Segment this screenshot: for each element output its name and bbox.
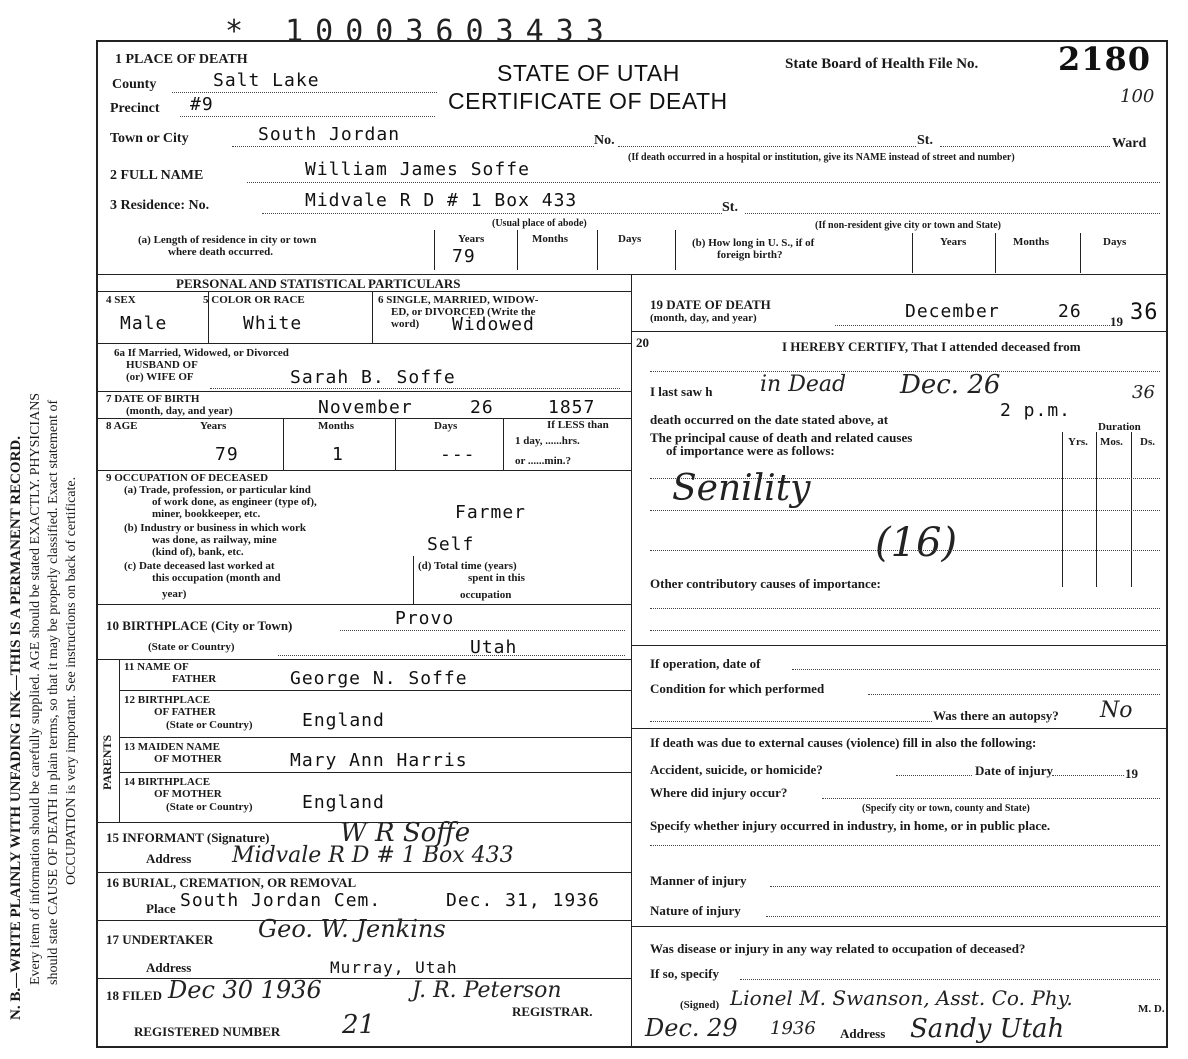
occupation-value: Farmer: [455, 502, 527, 523]
res-years-header: Years: [458, 233, 485, 245]
age-less-b: 1 day, ......hrs.: [515, 435, 580, 447]
age-days-value: ---: [440, 444, 476, 465]
physician-signature: Lionel M. Swanson, Asst. Co. Phy.: [730, 986, 1073, 1010]
birthplace-label: 10 BIRTHPLACE (City or Town): [106, 618, 293, 633]
occ-c-2: this occupation (month and: [152, 572, 281, 584]
city-value: South Jordan: [258, 124, 401, 145]
undertaker-address-label: Address: [146, 960, 192, 975]
father-label-b: FATHER: [172, 673, 217, 685]
marital-label-c: word): [391, 318, 420, 330]
certify-text: I HEREBY CERTIFY, That I attended deceased from: [782, 339, 1081, 354]
death-date-label-a: 19 DATE OF DEATH: [650, 297, 771, 312]
hospital-note: (If death occurred in a hospital or institution, give its NAME instead of street and number): [628, 152, 1015, 163]
residence-label: 3 Residence: No.: [110, 198, 210, 213]
res-years-value: 79: [452, 246, 476, 267]
cause-label-a: The principal cause of death and related causes: [650, 430, 913, 445]
death-day: 26: [1058, 301, 1082, 322]
state-title: STATE OF UTAH: [497, 60, 680, 86]
mother-value: Mary Ann Harris: [290, 750, 468, 771]
registrar-label: REGISTRAR.: [512, 1004, 593, 1019]
father-bp-label-a: 12 BIRTHPLACE: [124, 694, 211, 706]
spouse-label-a: 6a If Married, Widowed, or Divorced: [114, 347, 289, 359]
md-label: M. D.: [1138, 1003, 1165, 1015]
dob-month: November: [318, 397, 413, 418]
cause-label-b: of importance were as follows:: [666, 443, 835, 458]
burial-date: Dec. 31, 1936: [446, 890, 600, 911]
last-saw-label: I last saw h: [650, 384, 713, 399]
sign-year: 1936: [770, 1018, 816, 1039]
if-so-label: If so, specify: [650, 966, 719, 981]
nature-label: Nature of injury: [650, 903, 741, 918]
where-injury-label: Where did injury occur?: [650, 785, 788, 800]
color-label: 5 COLOR OR RACE: [203, 294, 305, 306]
injury-date-label: Date of injury: [975, 763, 1053, 778]
spouse-label-b: HUSBAND OF: [126, 359, 198, 371]
condition-label: Condition for which performed: [650, 681, 825, 696]
mother-bp-label-a: 14 BIRTHPLACE: [124, 776, 211, 788]
accident-label: Accident, suicide, or homicide?: [650, 762, 823, 777]
file-no-sub: 100: [1120, 86, 1155, 107]
mother-label-a: 13 MAIDEN NAME: [124, 741, 220, 753]
parents-label: PARENTS: [100, 734, 114, 790]
age-days-header: Days: [434, 420, 458, 432]
undertaker-label: 17 UNDERTAKER: [106, 932, 214, 947]
dob-label-b: (month, day, and year): [126, 405, 233, 417]
father-value: George N. Soffe: [290, 668, 468, 689]
dob-year: 1857: [548, 397, 596, 418]
yrs-header: Yrs.: [1068, 436, 1088, 448]
age-years-value: 79: [215, 444, 239, 465]
city-label: Town or City: [110, 131, 189, 146]
personal-heading: PERSONAL AND STATISTICAL PARTICULARS: [176, 276, 461, 291]
file-no-label: State Board of Health File No.: [785, 56, 979, 72]
res-days-header: Days: [618, 233, 642, 245]
injury-year-label: 19: [1125, 766, 1138, 781]
burial-label: 16 BURIAL, CREMATION, OR REMOVAL: [106, 875, 357, 890]
marital-label-a: 6 SINGLE, MARRIED, WIDOW-: [378, 294, 539, 306]
operation-label: If operation, date of: [650, 656, 761, 671]
usual-abode-note: (Usual place of abode): [492, 218, 587, 229]
mother-birthplace: England: [302, 792, 385, 813]
occ-d-1: (d) Total time (years): [418, 560, 517, 572]
registrar-signature: J. R. Peterson: [412, 978, 562, 1003]
sidebar-instruction-4: OCCUPATION is very important. See instructions on back of certificate.: [64, 476, 79, 885]
occ-b-1: (b) Industry or business in which work: [124, 522, 306, 534]
dob-day: 26: [470, 397, 494, 418]
occ-b-2: was done, as railway, mine: [152, 534, 277, 546]
marital-label-b: ED, or DIVORCED (Write the: [391, 306, 536, 318]
occ-d-2: spent in this: [468, 572, 525, 584]
color-value: White: [243, 313, 303, 334]
age-less-a: If LESS than: [547, 419, 609, 431]
death-date-label-b: (month, day, and year): [650, 312, 757, 324]
residence-length-label-a: (a) Length of residence in city or town: [138, 234, 317, 246]
age-years-header: Years: [200, 420, 227, 432]
duration-header: Duration: [1098, 421, 1141, 433]
age-label: 8 AGE: [106, 420, 138, 432]
res-months-header: Months: [532, 233, 569, 245]
county-value: Salt Lake: [213, 70, 320, 91]
cause-of-death: Senility: [672, 468, 811, 509]
street-label: St.: [917, 133, 933, 148]
last-saw-hand: in Dead: [760, 372, 847, 397]
mother-label-b: OF MOTHER: [154, 753, 222, 765]
file-no-value: 2180: [1058, 40, 1152, 78]
county-label: County: [112, 77, 157, 92]
father-bp-label-c: (State or Country): [166, 719, 253, 731]
burial-place: South Jordan Cem.: [180, 890, 382, 911]
foreign-days-header: Days: [1103, 236, 1127, 248]
informant-address: Midvale R D # 1 Box 433: [232, 843, 514, 868]
foreign-years-header: Years: [940, 236, 967, 248]
occ-d-3: occupation: [460, 589, 512, 601]
nonresident-note: (If non-resident give city or town and State): [815, 220, 1002, 231]
birthplace-state-label: (State or Country): [148, 641, 235, 653]
residence-value: Midvale R D # 1 Box 433: [305, 190, 578, 211]
occ-a-1: (a) Trade, profession, or particular kind: [124, 484, 311, 496]
spouse-label-c: (or) WIFE OF: [126, 371, 194, 383]
foreign-months-header: Months: [1013, 236, 1050, 248]
autopsy-label: Was there an autopsy?: [933, 708, 1059, 723]
industry-value: Self: [427, 534, 475, 555]
specify-city-note: (Specify city or town, county and State): [862, 803, 1030, 814]
informant-signature: W R Soffe: [340, 818, 471, 848]
cause-code: (16): [875, 520, 958, 566]
occ-c-3: year): [162, 588, 187, 600]
death-time-label: death occurred on the date stated above, at: [650, 412, 889, 427]
manner-label: Manner of injury: [650, 873, 747, 888]
occ-a-3: miner, bookkeeper, etc.: [152, 508, 261, 520]
death-year: 36: [1130, 300, 1159, 325]
residence-length-label-b: where death occurred.: [168, 246, 273, 258]
burial-place-label: Place: [146, 901, 176, 916]
birthplace-state: Utah: [470, 637, 518, 658]
mother-bp-label-b: OF MOTHER: [154, 788, 222, 800]
undertaker-address: Murray, Utah: [330, 958, 458, 977]
death-time: 2 p.m.: [1000, 400, 1072, 421]
street-no-label: No.: [594, 133, 615, 148]
death-year-prefix: 19: [1110, 314, 1123, 329]
full-name-label: 2 FULL NAME: [110, 168, 204, 183]
occ-a-2: of work done, as engineer (type of),: [152, 496, 317, 508]
registered-number: 21: [342, 1010, 376, 1040]
external-causes-label: If death was due to external causes (violence) fill in also the following:: [650, 735, 1037, 750]
occ-c-1: (c) Date deceased last worked at: [124, 560, 275, 572]
occupation-related-label: Was disease or injury in any way related to occupation of deceased?: [650, 941, 1026, 956]
mother-bp-label-c: (State or Country): [166, 801, 253, 813]
filed-label: 18 FILED: [106, 988, 162, 1003]
sidebar-instruction-2: Every item of information should be carefully supplied. AGE should be stated EXACTLY. PHYSICIANS: [28, 392, 43, 985]
birthplace-city: Provo: [395, 608, 455, 629]
sex-value: Male: [120, 313, 168, 334]
marital-value: Widowed: [452, 314, 535, 335]
sign-date: Dec. 29: [645, 1014, 738, 1042]
spouse-value: Sarah B. Soffe: [290, 367, 456, 388]
certificate-serial-number: * 10003603433: [225, 14, 616, 49]
ds-header: Ds.: [1140, 436, 1155, 448]
foreign-birth-label-b: foreign birth?: [717, 249, 783, 261]
physician-address-label: Address: [840, 1026, 886, 1041]
sidebar-instruction-1: N. B.—WRITE PLAINLY WITH UNFADING INK—THIS IS A PERMANENT RECORD.: [8, 436, 24, 1020]
certificate-title: CERTIFICATE OF DEATH: [448, 88, 728, 114]
dob-label-a: 7 DATE OF BIRTH: [106, 393, 200, 405]
place-of-death-heading: 1 PLACE OF DEATH: [115, 52, 248, 67]
certify-number: 20: [636, 335, 649, 350]
precinct-value: #9: [190, 94, 214, 115]
occupation-heading: 9 OCCUPATION OF DECEASED: [106, 472, 269, 484]
other-causes-label: Other contributory causes of importance:: [650, 576, 881, 591]
autopsy-value: No: [1100, 698, 1133, 723]
informant-address-label: Address: [146, 851, 192, 866]
age-months-value: 1: [332, 444, 344, 465]
foreign-birth-label-a: (b) How long in U. S., if of: [692, 237, 815, 249]
occ-b-3: (kind of), bank, etc.: [152, 546, 244, 558]
last-saw-date: Dec. 26: [900, 370, 1001, 400]
death-month: December: [905, 301, 1000, 322]
filed-date: Dec 30 1936: [168, 976, 322, 1004]
father-birthplace: England: [302, 710, 385, 731]
father-label-a: 11 NAME OF: [124, 661, 189, 673]
father-bp-label-b: OF FATHER: [154, 706, 216, 718]
physician-address: Sandy Utah: [910, 1014, 1065, 1044]
age-less-c: or ......min.?: [515, 455, 572, 467]
full-name-value: William James Soffe: [305, 159, 530, 180]
age-months-header: Months: [318, 420, 355, 432]
undertaker-signature: Geo. W. Jenkins: [258, 915, 446, 943]
signed-label: (Signed): [680, 999, 720, 1011]
sex-label: 4 SEX: [106, 294, 136, 306]
sidebar-instruction-3: should state CAUSE OF DEATH in plain terms, so that it may be properly classified. Exact statement of: [46, 399, 61, 985]
ward-label: Ward: [1112, 136, 1147, 151]
informant-label: 15 INFORMANT (Signature): [106, 830, 270, 845]
precinct-label: Precinct: [110, 101, 160, 116]
residence-st-label: St.: [722, 200, 738, 215]
mos-header: Mos.: [1100, 436, 1123, 448]
last-saw-year: 36: [1132, 382, 1155, 403]
registered-number-label: REGISTERED NUMBER: [134, 1024, 281, 1039]
specify-injury-label: Specify whether injury occurred in industry, in home, or in public place.: [650, 818, 1051, 833]
